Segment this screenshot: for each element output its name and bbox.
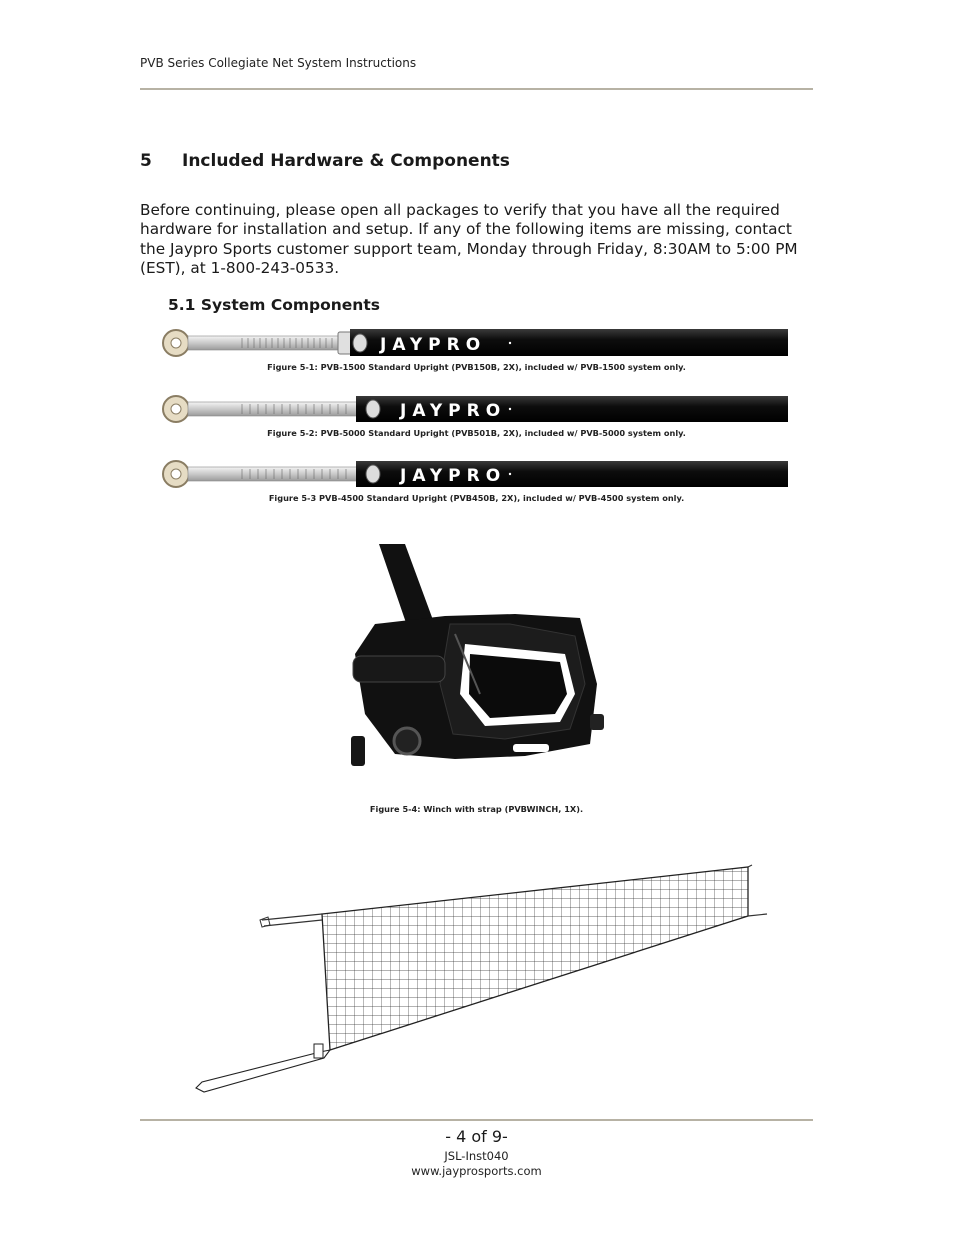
pole-brand-label: JAYPRO xyxy=(400,401,507,421)
footer-rule xyxy=(140,1119,813,1121)
net-image xyxy=(192,862,772,1098)
document-id: JSL-Inst040 xyxy=(444,1149,509,1163)
intro-paragraph: Before continuing, please open all packages to verify that you have all the required hardware for installation and setup. If any of the following items are missing, contact the Jaypro Sports customer support team, Monday through Friday, 8:30AM to 5:00 PM (EST), at 1-800-243-0533. xyxy=(140,201,798,277)
pole-brand-label: JAYPRO xyxy=(380,335,487,355)
figure-5-4-caption: Figure 5-4: Winch with strap (PVBWINCH, 1X). xyxy=(369,804,584,814)
header-rule xyxy=(140,88,813,90)
website-link[interactable]: www.jayprosports.com xyxy=(411,1164,542,1178)
figure-5-3-caption: Figure 5-3 PVB-4500 Standard Upright (PVB450B, 2X), included w/ PVB-4500 system only. xyxy=(268,493,685,503)
winch-image xyxy=(335,544,615,794)
section-title: Included Hardware & Components xyxy=(182,151,510,171)
figure-5-1-caption: Figure 5-1: PVB-1500 Standard Upright (PVB150B, 2X), included w/ PVB-1500 system only. xyxy=(267,362,686,372)
pole-brand-label: JAYPRO xyxy=(400,466,507,486)
figure-5-2-caption: Figure 5-2: PVB-5000 Standard Upright (PVB501B, 2X), included w/ PVB-5000 system only. xyxy=(267,428,686,438)
section-number: 5 xyxy=(140,151,152,171)
running-header: PVB Series Collegiate Net System Instructions xyxy=(140,56,417,70)
upright-pvb501b-image xyxy=(160,392,792,426)
subsection-title: 5.1 System Components xyxy=(168,296,380,314)
upright-pvb450b-image xyxy=(160,457,792,491)
upright-pvb150b-image xyxy=(160,326,792,360)
page-number: - 4 of 9- xyxy=(445,1127,508,1146)
